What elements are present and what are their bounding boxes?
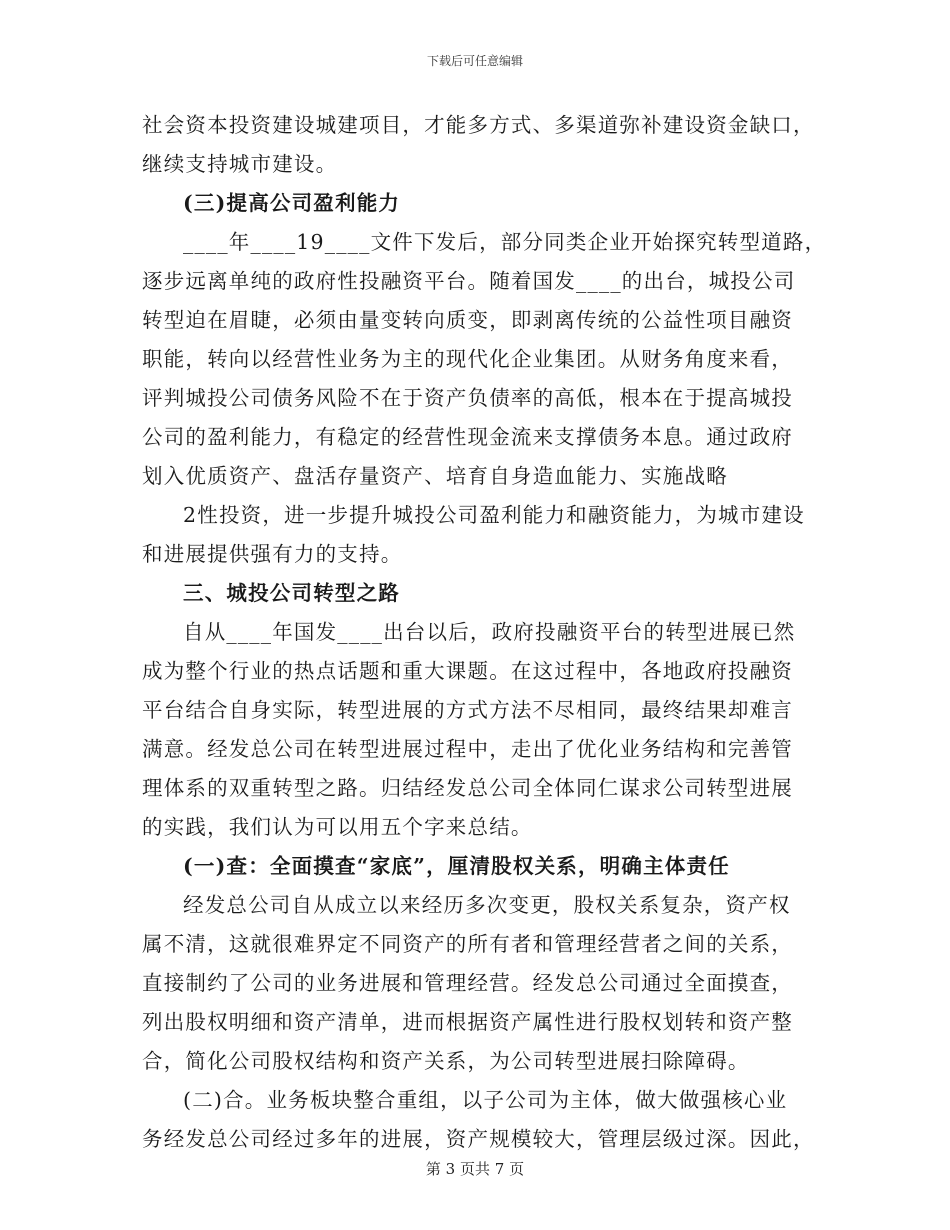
body-line: 务经发总公司经过多年的进展，资产规模较大，管理层级过深。因此， [142, 1127, 815, 1151]
body-line: 属不清，这就很难界定不同资产的所有者和管理经营者之间的关系， [142, 932, 793, 956]
body-line: 直接制约了公司的业务进展和管理经营。经发总公司通过全面摸查， [142, 971, 793, 995]
body-line: 成为整个行业的热点话题和重大课题。在这过程中，各地政府投融资 [142, 659, 793, 683]
chapter-heading: 三、城投公司转型之路 [183, 581, 400, 605]
page-header: 下载后可任意编辑 [426, 54, 523, 68]
page-footer: 第 3 页共 7 页 [425, 1160, 525, 1178]
body-line: 满意。经发总公司在转型进展过程中，走出了优化业务结构和完善管 [142, 737, 793, 761]
body-line: 的实践，我们认为可以用五个字来总结。 [142, 815, 533, 839]
body-line: 平台结合自身实际，转型进展的方式方法不尽相同，最终结果却难言 [142, 698, 793, 722]
body-line: 逐步远离单纯的政府性投融资平台。随着国发____的出台，城投公司 [142, 269, 796, 293]
body-line: 职能，转向以经营性业务为主的现代化企业集团。从财务角度来看， [142, 347, 793, 371]
body-line: 2性投资，进一步提升城投公司盈利能力和融资能力，为城市建设 [183, 503, 805, 527]
section-heading-3: (三)提高公司盈利能力 [183, 191, 401, 215]
document-body [142, 106, 827, 1159]
body-line: 和进展提供强有力的支持。 [142, 542, 403, 566]
body-line: 公司的盈利能力，有稳定的经营性现金流来支撑债务本息。通过政府 [142, 425, 793, 449]
body-line: 合，简化公司股权结构和资产关系，为公司转型进展扫除障碍。 [142, 1049, 750, 1073]
body-line: 社会资本投资建设城建项目，才能多方式、多渠道弥补建设资金缺口， [142, 113, 815, 137]
body-line: (二)合。业务板块整合重组，以子公司为主体，做大做强核心业 [183, 1088, 788, 1112]
body-line: 理体系的双重转型之路。归结经发总公司全体同仁谋求公司转型进展 [142, 776, 793, 800]
section-heading-1: (一)查：全面摸查“家底”，厘清股权关系，明确主体责任 [183, 854, 730, 878]
body-line: 转型迫在眉睫，必须由量变转向质变，即剥离传统的公益性项目融资 [142, 308, 793, 332]
body-line: ____年____19____文件下发后，部分同类企业开始探究转型道路， [183, 230, 827, 254]
body-line: 继续支持城市建设。 [142, 152, 338, 176]
body-line: 列出股权明细和资产清单，进而根据资产属性进行股权划转和资产整 [142, 1010, 793, 1034]
body-line: 经发总公司自从成立以来经历多次变更，股权关系复杂，资产权 [183, 893, 791, 917]
body-line: 自从____年国发____出台以后，政府投融资平台的转型进展已然 [183, 620, 796, 644]
body-line: 划入优质资产、盘活存量资产、培育自身造血能力、实施战略 [142, 464, 728, 488]
body-line: 评判城投公司债务风险不在于资产负债率的高低，根本在于提高城投 [142, 386, 793, 410]
